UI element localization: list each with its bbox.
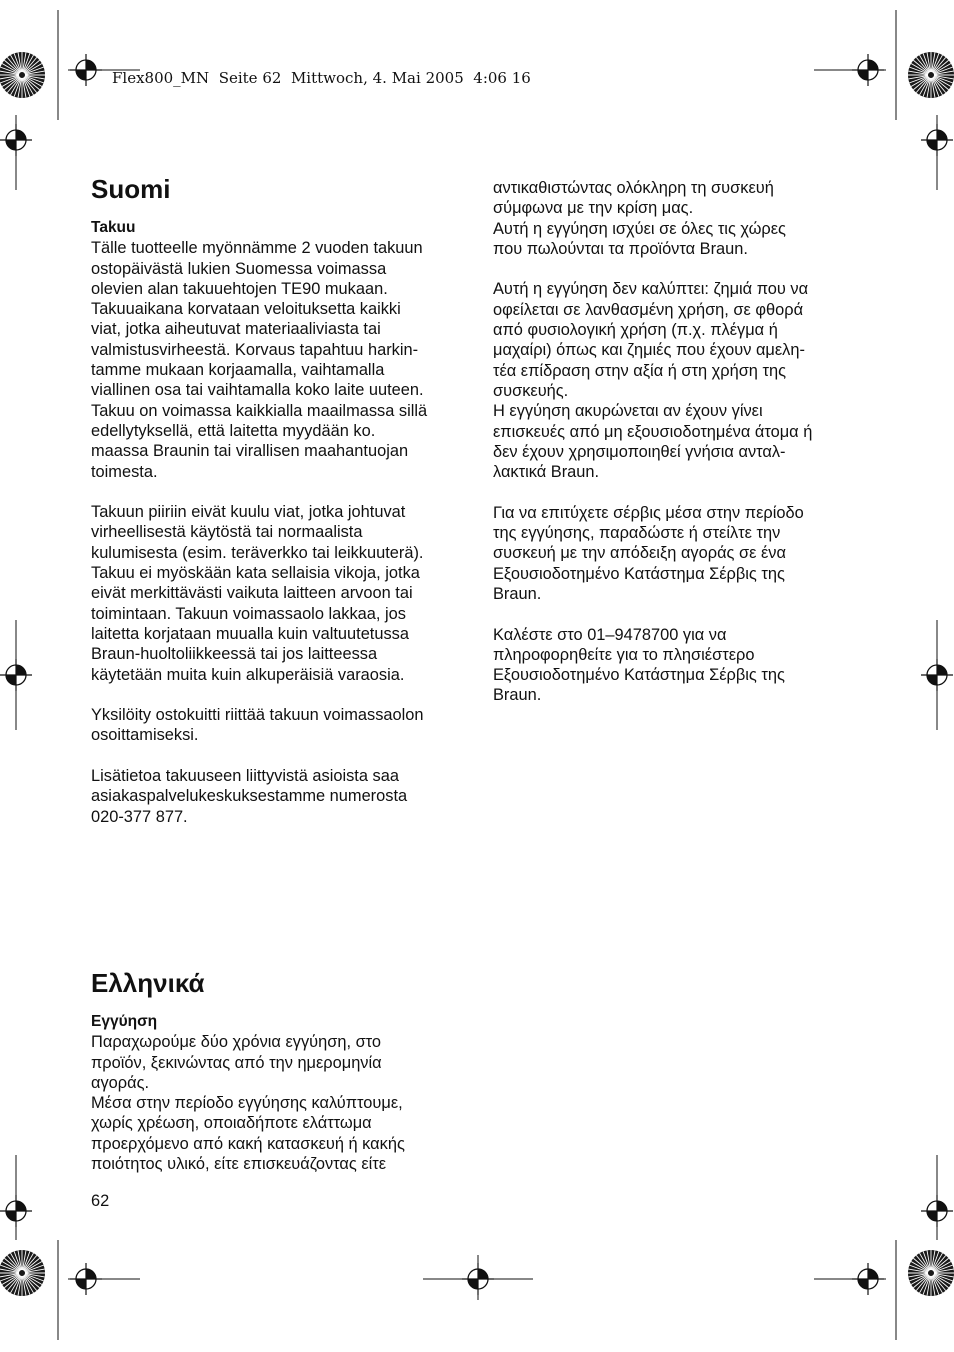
suomi-paragraph-4: Lisätietoa takuuseen liittyvistä asioista saa asiakaspalvelukeskuksestamme numerosta 020-377 877.	[91, 767, 408, 826]
greek-paragraph-continued-4: Καλέστε στο 01–9478700 για να πληροφορηθείτε για το πλησιέστερο Εξουσιοδοτημένο Κατάστημα Σέρβις της Braun.	[493, 625, 785, 705]
starburst-target-mark	[0, 52, 45, 98]
page-number: 62	[91, 1192, 110, 1210]
suomi-section	[91, 172, 471, 827]
greek-section	[91, 966, 471, 1174]
suomi-subtitle: Takuu	[91, 219, 136, 236]
starburst-target-mark	[908, 52, 954, 98]
suomi-paragraph-3: Yksilöity ostokuitti riittää takuun voimassaolon osoittamiseksi.	[91, 706, 424, 745]
print-header: Flex800_MN Seite 62 Mittwoch, 4. Mai 2005 4:06 16	[112, 69, 531, 87]
greek-subtitle: Εγγύηση	[91, 1013, 158, 1030]
greek-paragraph-continued-2: Αυτή η εγγύηση δεν καλύπτει: ζημιά που να οφείλεται σε λανθασμένη χρήση, σε φθορά από φυσιολογική χρήση (π.χ. πλέγμα ή μαχαίρι) όπως και ζημιές που έχουν αμελη- τέα επίδραση στην αξία ή στη χρήση της συσκευής. Η εγγύηση ακυρώνεται αν έχουν γίνει επισκευές από μη εξουσιοδοτημένα άτομα ή δεν έχουν χρησιμοποιηθεί γνήσια ανταλ- λακτικά Braun.	[493, 280, 813, 482]
starburst-target-mark	[0, 1250, 45, 1296]
greek-title: Ελληνικά	[91, 968, 205, 998]
suomi-title: Suomi	[91, 174, 171, 204]
suomi-paragraph-1: Tälle tuotteelle myönnämme 2 vuoden takuun ostopäivästä lukien Suomessa voimassa olevien alan takuuehtojen TE90 mukaan. Takuuaikana korvataan veloituksetta kaikki viat, jotka aiheutuvat materiaaliviasta tai valmistusvirheestä. Korvaus tapahtuu harkin- tamme mukaan korjaamalla, vaihtamalla viallinen osa tai vaihtamalla koko laite uuteen. Takuu on voimassa kaikkialla maailmassa sillä edellytyksellä, että laitetta myydään ko. maassa Braunin tai virallisen maahantuojan toimesta.	[91, 239, 428, 481]
greek-paragraph-continued-3: Για να επιτύχετε σέρβις μέσα στην περίοδο της εγγύησης, παραδώστε ή στείλτε την συσκευή με την απόδειξη αγοράς σε ένα Εξουσιοδοτημένο Κατάστημα Σέρβις της Braun.	[493, 503, 804, 603]
greek-paragraph-continued-1: αντικαθιστώντας ολόκληρη τη συσκευή σύμφωνα με την κρίση μας. Αυτή η εγγύηση ισχύει σε όλες τις χώρες που πωλούνται τα προϊόντα Braun.	[493, 179, 786, 258]
greek-paragraph-1: Παραχωρούμε δύο χρόνια εγγύηση, στο προϊόν, ξεκινώντας από την ημερομηνία αγοράς. Μέσα στην περίοδο εγγύησης καλύπτουμε, χωρίς χρέωση, οποιαδήποτε ελάττωμα προερχόμενο από κακή κατασκευή ή κακής ποιότητος υλικό, είτε επισκευάζοντας είτε	[91, 1033, 405, 1174]
greek-continuation-column	[493, 178, 873, 706]
starburst-target-mark	[908, 1250, 954, 1296]
suomi-paragraph-2: Takuun piiriin eivät kuulu viat, jotka johtuvat virheellisestä käytöstä tai normaalista kulumisesta (esim. teräverkko tai leikkuuterä). Takuu ei myöskään kata sellaisia vikoja, jotka eivät merkittävästi vaikuta laitteen arvoon tai toimintaan. Takuun voimassaolo lakkaa, jos laitetta korjataan muualla kuin valtuutetussa Braun-huoltoliikkeessä tai jos laitteessa käytetään muita kuin alkuperäisiä varaosia.	[91, 503, 424, 684]
